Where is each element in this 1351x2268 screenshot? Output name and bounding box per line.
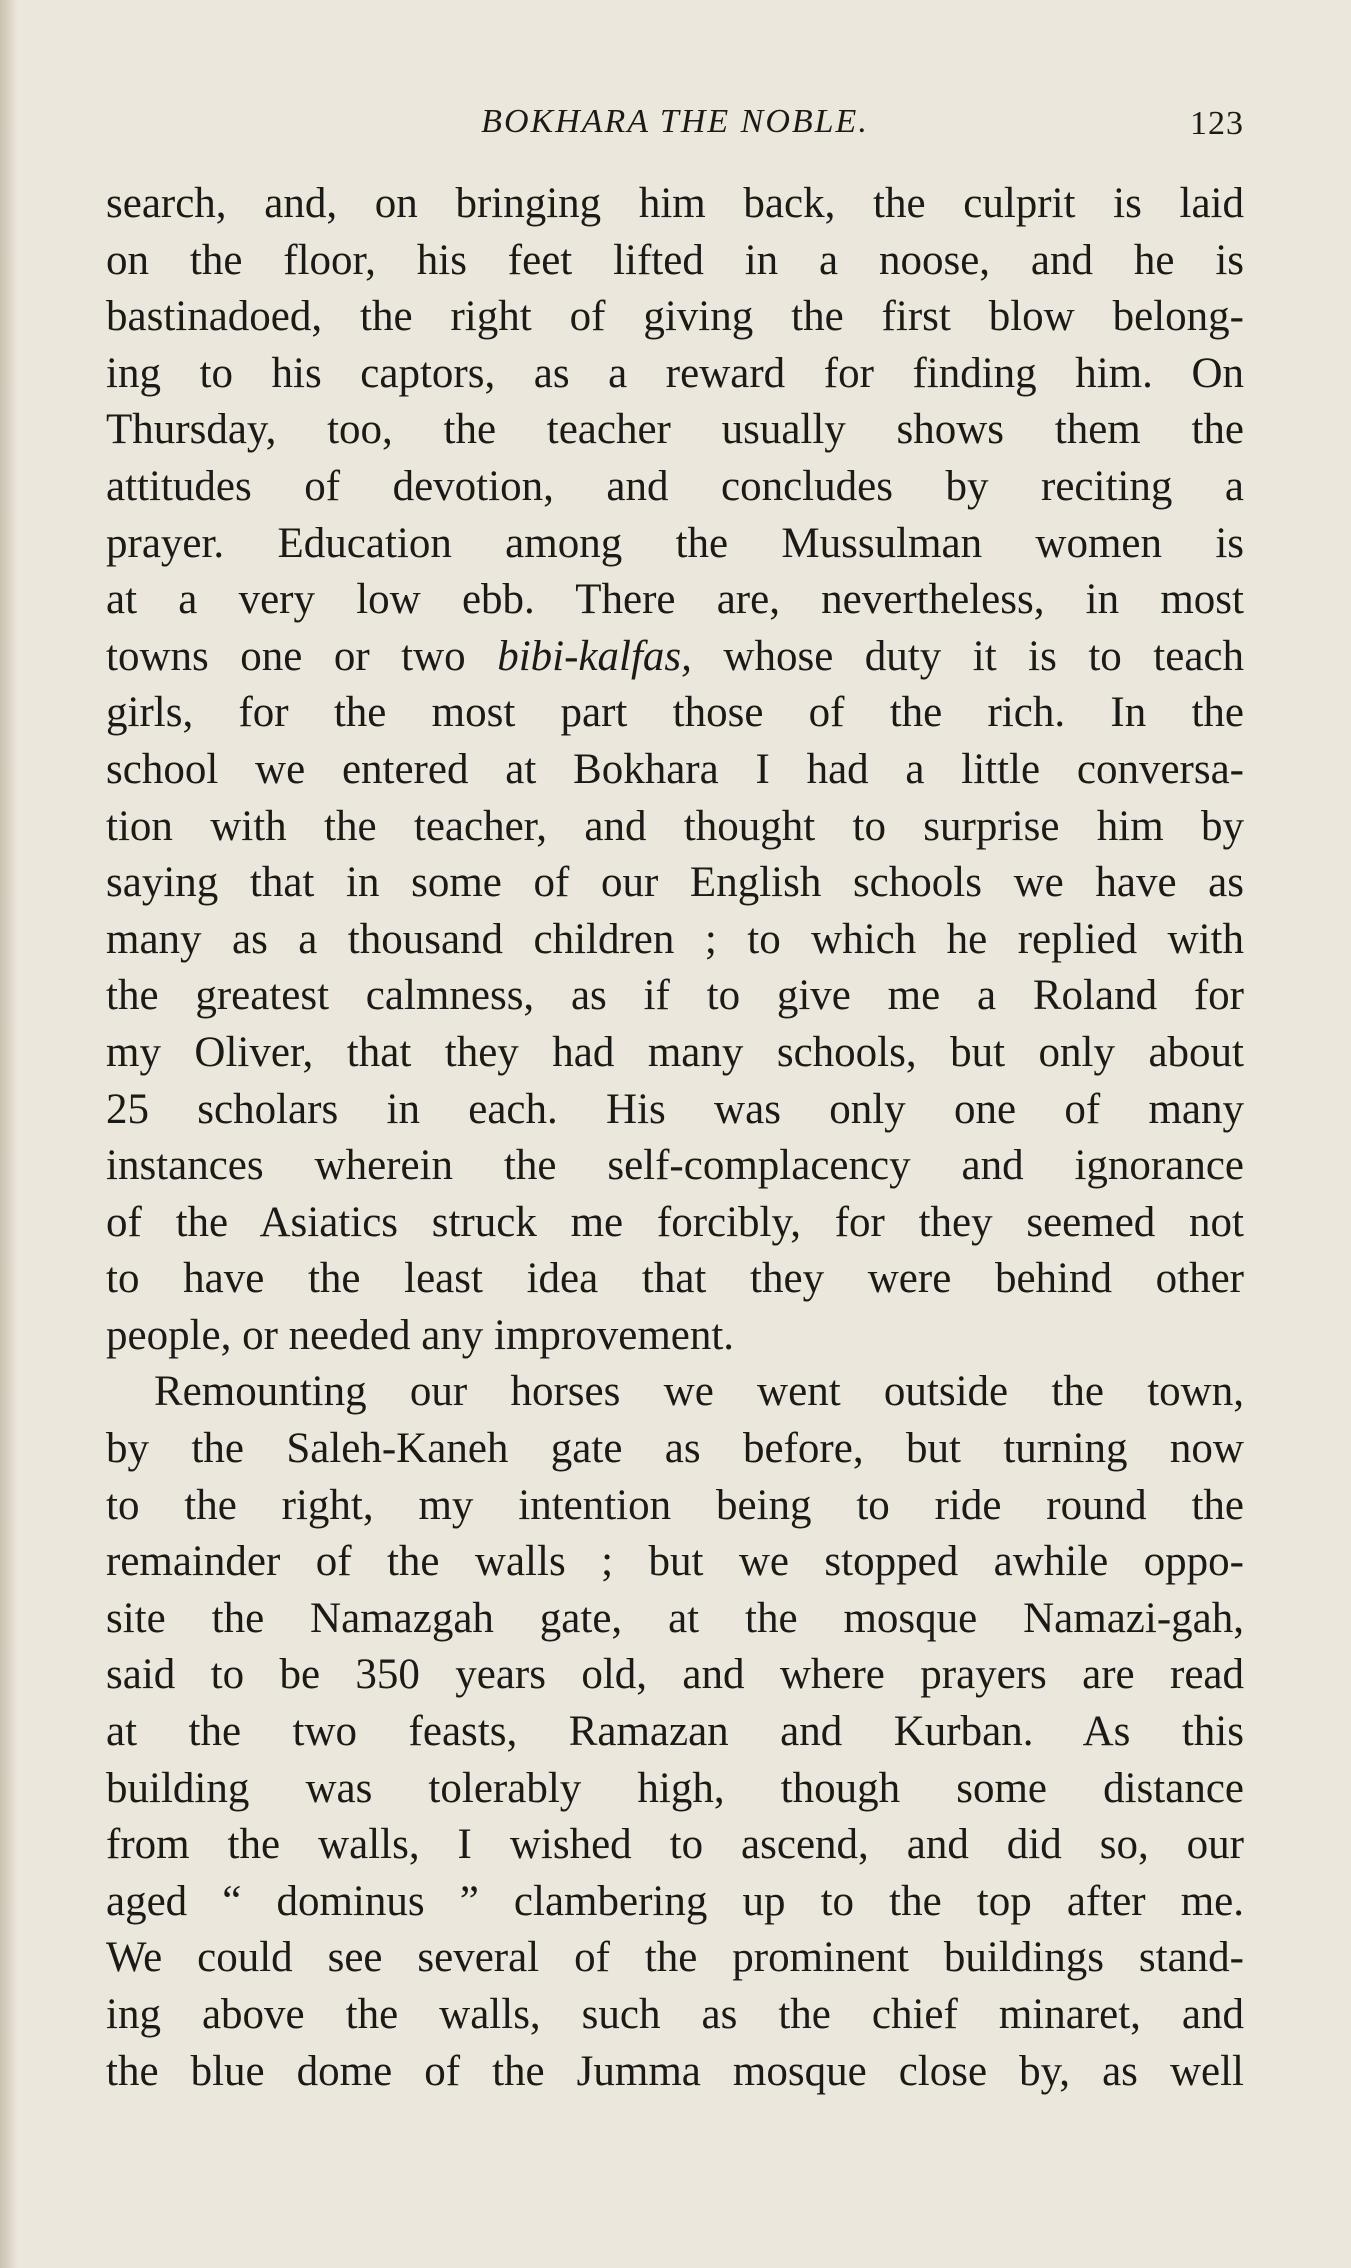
paragraph-start-line: Remounting our horses we went outside the town, — [154, 1368, 1244, 1416]
text-line: many as a thousand children ; to which he replied with — [106, 915, 1244, 963]
text-line: by the Saleh-Kaneh gate as before, but turning now — [106, 1425, 1244, 1473]
text-line: prayer. Education among the Mussulman women is — [106, 519, 1244, 567]
text-line: search, and, on bringing him back, the culprit is laid — [106, 180, 1244, 227]
page-header — [106, 103, 1244, 153]
text-line: ing above the walls, such as the chief minaret, and — [106, 1991, 1244, 2038]
text-line: saying that in some of our English schools we have as — [106, 859, 1244, 907]
italic-term: bibi-kalfas, — [497, 632, 692, 680]
text-line: at the two feasts, Ramazan and Kurban. As this — [106, 1708, 1244, 1756]
text-line: 25 scholars in each. His was only one of many — [106, 1085, 1244, 1133]
text-line: on the floor, his feet lifted in a noose, and he is — [106, 236, 1244, 284]
paragraph-end-line: people, or needed any improvement. — [106, 1311, 735, 1359]
text-line: attitudes of devotion, and concludes by reciting a — [106, 462, 1244, 510]
text-line: to the right, my intention being to ride round the — [106, 1481, 1244, 1529]
text-line: of the Asiatics struck me forcibly, for they seemed not — [106, 1198, 1244, 1246]
line-segment: whose duty it is to teach — [691, 632, 1244, 680]
text-line: bastinadoed, the right of giving the first blow belong- — [106, 293, 1244, 341]
text-line: at a very low ebb. There are, nevertheless, in most — [106, 576, 1244, 624]
body-text — [106, 176, 1244, 2100]
text-line: the blue dome of the Jumma mosque close by, as well — [106, 2047, 1244, 2095]
text-line: girls, for the most part those of the rich. In the — [106, 689, 1244, 737]
text-line: to have the least idea that they were behind other — [106, 1255, 1244, 1303]
text-line: tion with the teacher, and thought to surprise him by — [106, 802, 1244, 850]
text-line: instances wherein the self-complacency and ignorance — [106, 1142, 1244, 1190]
text-line: building was tolerably high, though some distance — [106, 1764, 1244, 1812]
text-line: ing to his captors, as a reward for finding him. On — [106, 349, 1244, 397]
text-line-with-italic — [106, 629, 1244, 686]
text-line: Thursday, too, the teacher usually shows them the — [106, 406, 1244, 454]
text-line: remainder of the walls ; but we stopped awhile oppo- — [106, 1538, 1244, 1586]
page-number: 123 — [1190, 105, 1244, 142]
binding-shadow — [0, 0, 18, 2268]
text-line: school we entered at Bokhara I had a little conversa- — [106, 745, 1244, 793]
text-line: We could see several of the prominent buildings stand- — [106, 1934, 1244, 1982]
line-segment: towns one or two — [106, 632, 498, 680]
text-line: my Oliver, that they had many schools, but only about — [106, 1028, 1244, 1076]
running-title: BOKHARA THE NOBLE. — [481, 103, 869, 140]
text-line: the greatest calmness, as if to give me a Roland for — [106, 972, 1244, 1020]
text-line: site the Namazgah gate, at the mosque Namazi-gah, — [106, 1594, 1244, 1642]
text-line: from the walls, I wished to ascend, and did so, our — [106, 1821, 1244, 1869]
text-line: said to be 350 years old, and where prayers are read — [106, 1651, 1244, 1699]
text-line: aged “ dominus ” clambering up to the top after me. — [106, 1877, 1244, 1925]
